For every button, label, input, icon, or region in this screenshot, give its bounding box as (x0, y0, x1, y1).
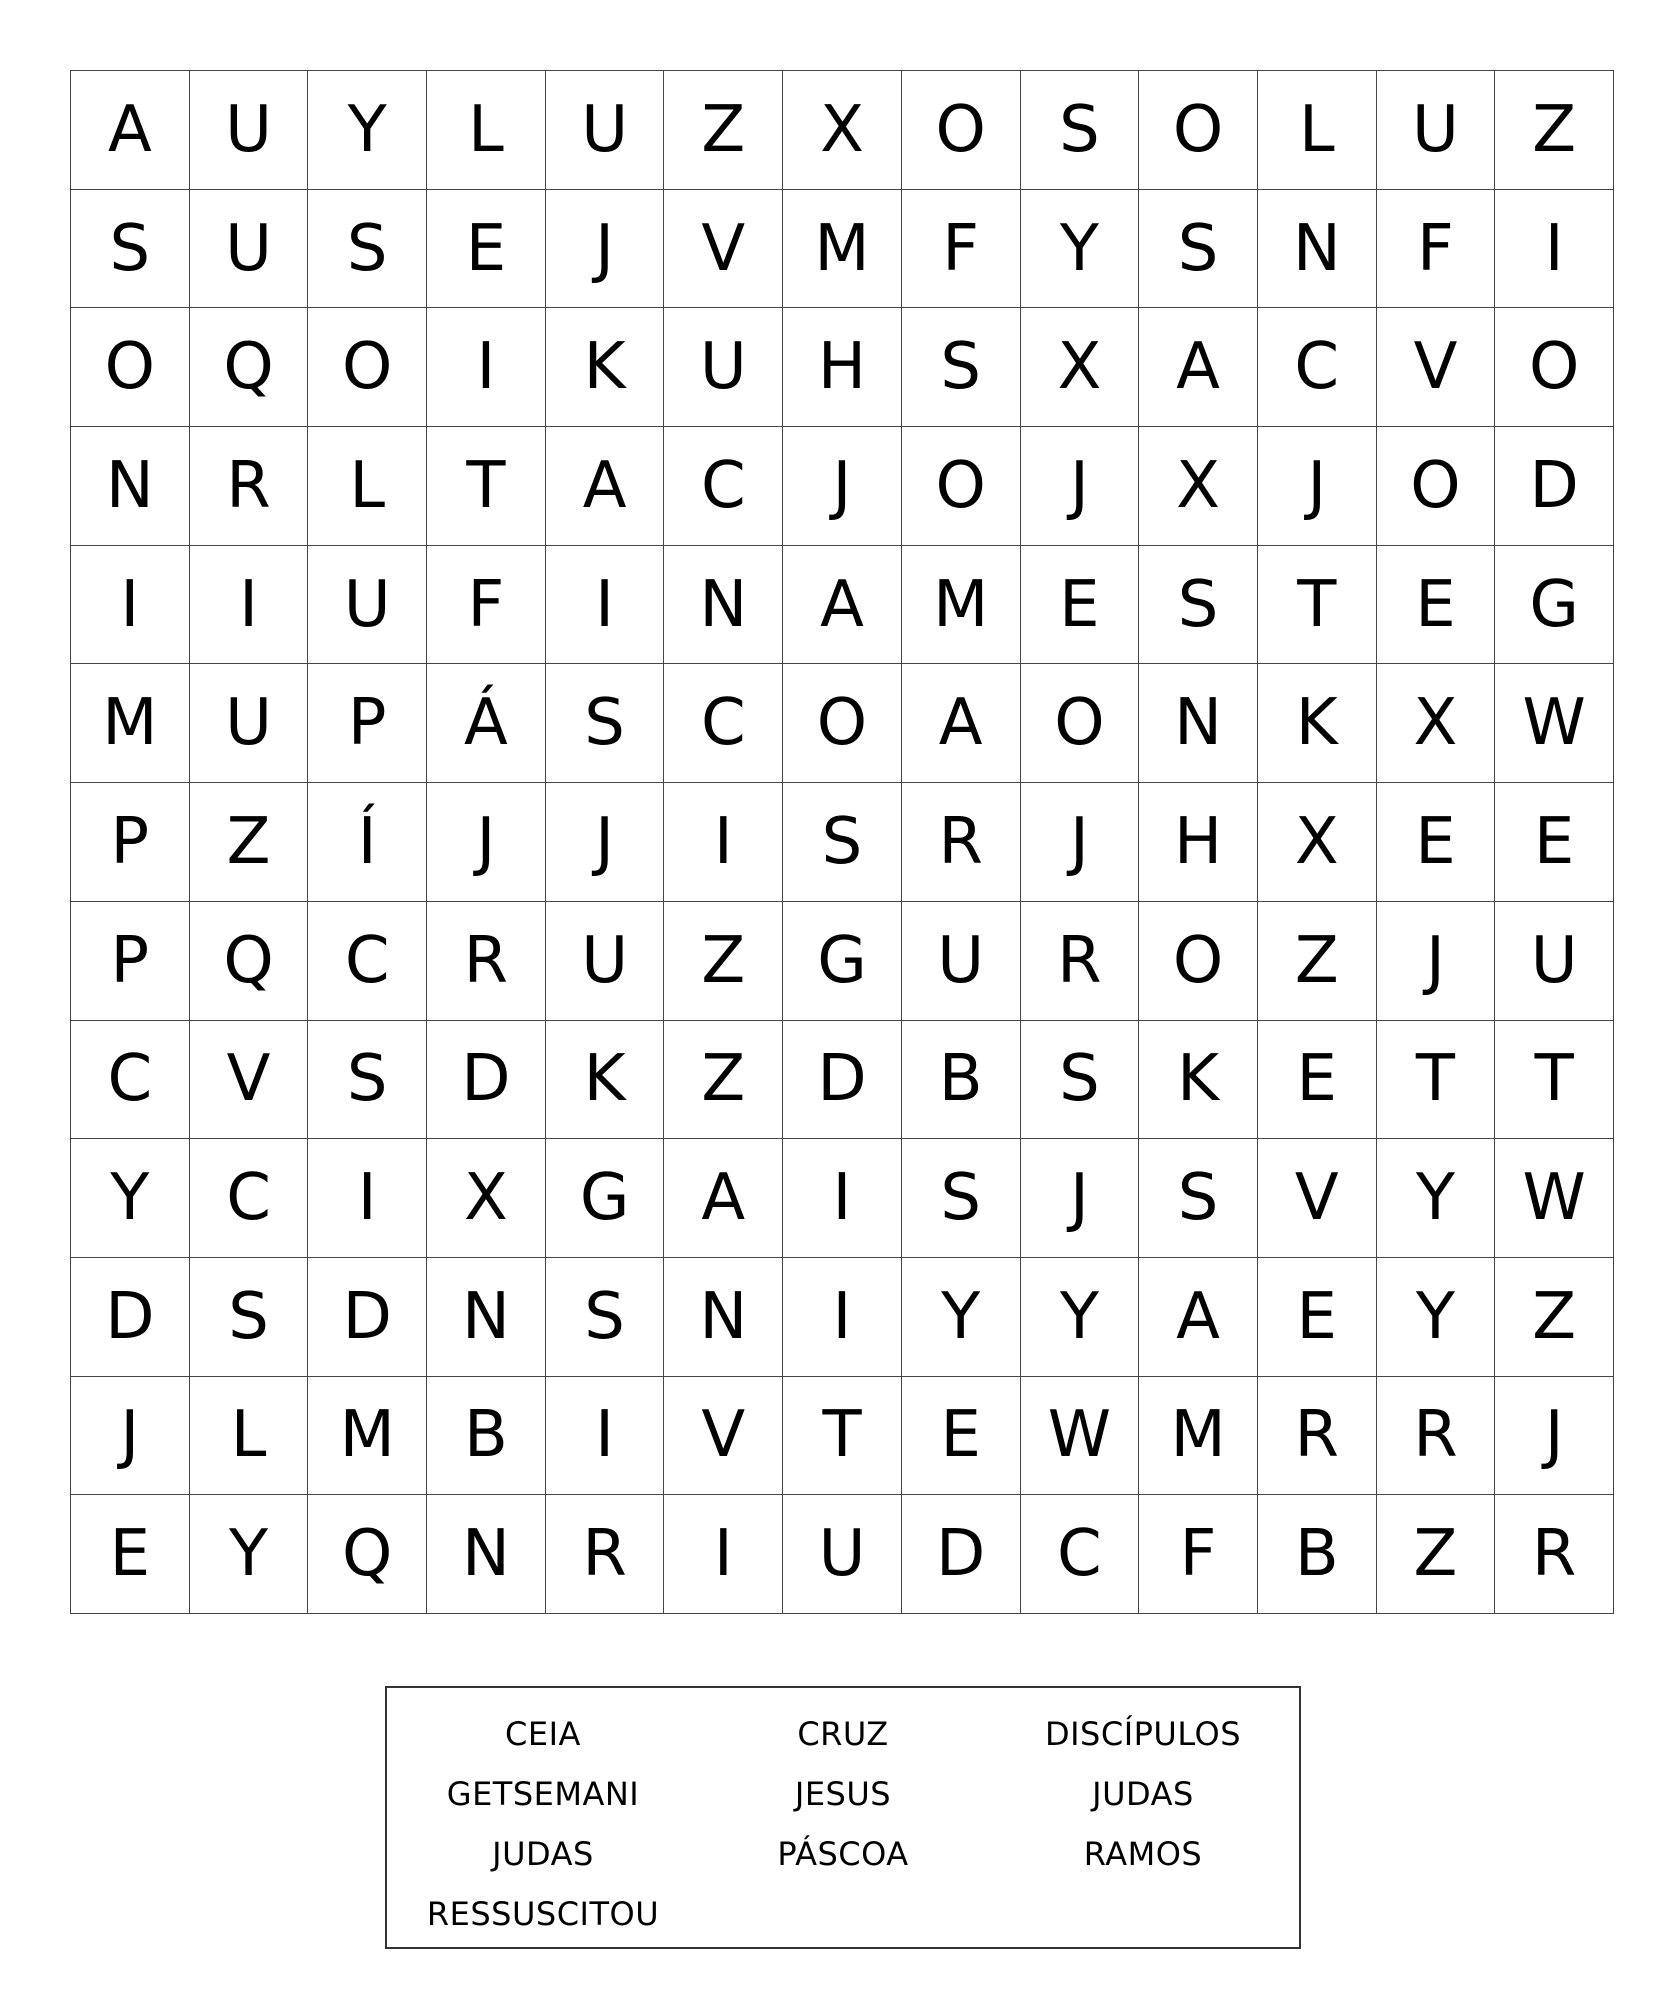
grid-cell[interactable]: E (71, 1495, 190, 1614)
grid-cell[interactable]: G (1495, 546, 1614, 665)
grid-cell[interactable]: S (308, 1021, 427, 1140)
grid-cell[interactable]: L (308, 427, 427, 546)
grid-cell[interactable]: I (783, 1258, 902, 1377)
grid-cell[interactable]: I (783, 1139, 902, 1258)
grid-cell[interactable]: E (902, 1377, 1021, 1496)
grid-cell[interactable]: I (427, 308, 546, 427)
grid-cell[interactable]: E (1377, 546, 1496, 665)
grid-cell[interactable]: U (190, 664, 309, 783)
grid-cell[interactable]: L (190, 1377, 309, 1496)
grid-cell[interactable]: C (71, 1021, 190, 1140)
grid-cell[interactable]: E (1258, 1021, 1377, 1140)
grid-cell[interactable]: M (308, 1377, 427, 1496)
grid-cell[interactable]: W (1021, 1377, 1140, 1496)
grid-cell[interactable]: A (664, 1139, 783, 1258)
grid-cell[interactable]: C (308, 902, 427, 1021)
grid-cell[interactable]: Z (664, 1021, 783, 1140)
grid-cell[interactable]: I (308, 1139, 427, 1258)
grid-cell[interactable]: M (1139, 1377, 1258, 1496)
grid-cell[interactable]: H (783, 308, 902, 427)
grid-cell[interactable]: J (1021, 783, 1140, 902)
grid-cell[interactable]: D (783, 1021, 902, 1140)
grid-cell[interactable]: Y (71, 1139, 190, 1258)
grid-cell[interactable]: R (1377, 1377, 1496, 1496)
grid-cell[interactable]: D (427, 1021, 546, 1140)
grid-cell[interactable]: V (664, 1377, 783, 1496)
grid-cell[interactable]: H (1139, 783, 1258, 902)
word-list-item: JESUS (794, 1775, 892, 1813)
grid-cell[interactable]: D (308, 1258, 427, 1377)
grid-cell[interactable]: U (546, 902, 665, 1021)
grid-cell[interactable]: N (664, 546, 783, 665)
grid-cell[interactable]: M (783, 190, 902, 309)
grid-cell[interactable]: Z (190, 783, 309, 902)
grid-cell[interactable]: S (1139, 546, 1258, 665)
grid-cell[interactable]: E (1495, 783, 1614, 902)
grid-cell[interactable]: J (546, 783, 665, 902)
grid-cell[interactable]: T (1258, 546, 1377, 665)
grid-cell[interactable]: U (1495, 902, 1614, 1021)
grid-cell[interactable]: B (1258, 1495, 1377, 1614)
grid-cell[interactable]: R (1258, 1377, 1377, 1496)
grid-cell[interactable]: O (783, 664, 902, 783)
grid-cell[interactable]: B (902, 1021, 1021, 1140)
grid-cell[interactable]: J (1258, 427, 1377, 546)
word-list-item: RESSUSCITOU (426, 1895, 660, 1933)
grid-cell[interactable]: F (902, 190, 1021, 309)
grid-cell[interactable]: K (1258, 664, 1377, 783)
grid-cell[interactable]: A (1139, 1258, 1258, 1377)
grid-cell[interactable]: Y (1021, 1258, 1140, 1377)
grid-cell[interactable]: E (1258, 1258, 1377, 1377)
grid-cell[interactable]: Q (190, 308, 309, 427)
grid-cell[interactable]: O (1377, 427, 1496, 546)
grid-cell[interactable]: Y (1377, 1139, 1496, 1258)
grid-cell[interactable]: S (1139, 1139, 1258, 1258)
grid-cell[interactable]: A (1139, 308, 1258, 427)
word-list (385, 1686, 1301, 1949)
grid-cell[interactable]: O (71, 308, 190, 427)
grid-cell[interactable]: E (1021, 546, 1140, 665)
grid-cell[interactable]: K (546, 308, 665, 427)
grid-cell[interactable]: M (902, 546, 1021, 665)
grid-cell[interactable]: N (1258, 190, 1377, 309)
grid-cell[interactable]: J (427, 783, 546, 902)
grid-cell[interactable]: C (664, 427, 783, 546)
grid-cell[interactable]: Á (427, 664, 546, 783)
grid-cell[interactable]: Z (664, 902, 783, 1021)
grid-cell[interactable]: R (190, 427, 309, 546)
grid-cell[interactable]: S (308, 190, 427, 309)
grid-cell[interactable]: S (902, 1139, 1021, 1258)
grid-cell[interactable]: S (783, 783, 902, 902)
grid-cell[interactable]: J (1021, 427, 1140, 546)
grid-cell[interactable]: S (546, 1258, 665, 1377)
grid-cell[interactable]: Z (1495, 71, 1614, 190)
grid-cell[interactable]: R (427, 902, 546, 1021)
grid-cell[interactable]: G (783, 902, 902, 1021)
grid-cell[interactable]: X (1021, 308, 1140, 427)
grid-cell[interactable]: J (71, 1377, 190, 1496)
grid-cell[interactable]: X (1377, 664, 1496, 783)
grid-cell[interactable]: X (427, 1139, 546, 1258)
word-list-item: CEIA (505, 1715, 581, 1753)
grid-cell[interactable]: R (1021, 902, 1140, 1021)
grid-cell[interactable]: R (546, 1495, 665, 1614)
grid-cell[interactable]: O (308, 308, 427, 427)
word-list-item: DISCÍPULOS (1044, 1715, 1242, 1753)
grid-cell[interactable]: Y (1021, 190, 1140, 309)
grid-cell[interactable]: F (427, 546, 546, 665)
grid-cell[interactable]: P (71, 902, 190, 1021)
grid-cell[interactable]: V (1377, 308, 1496, 427)
grid-cell[interactable]: Í (308, 783, 427, 902)
grid-cell[interactable]: A (902, 664, 1021, 783)
grid-cell[interactable]: N (427, 1495, 546, 1614)
grid-cell[interactable]: Z (1377, 1495, 1496, 1614)
grid-cell[interactable]: N (71, 427, 190, 546)
grid-cell[interactable]: O (1139, 71, 1258, 190)
grid-cell[interactable]: U (902, 902, 1021, 1021)
grid-cell[interactable]: T (1495, 1021, 1614, 1140)
grid-cell[interactable]: V (664, 190, 783, 309)
grid-cell[interactable]: J (1495, 1377, 1614, 1496)
grid-cell[interactable]: Z (1495, 1258, 1614, 1377)
grid-cell[interactable]: V (1258, 1139, 1377, 1258)
word-list-item: RAMOS (1083, 1835, 1203, 1873)
grid-cell[interactable]: J (546, 190, 665, 309)
grid-cell[interactable]: N (427, 1258, 546, 1377)
grid-cell[interactable]: X (783, 71, 902, 190)
grid-cell[interactable]: N (664, 1258, 783, 1377)
grid-cell[interactable]: I (1495, 190, 1614, 309)
grid-cell[interactable]: L (1258, 71, 1377, 190)
grid-cell[interactable]: Y (190, 1495, 309, 1614)
grid-cell[interactable]: J (1021, 1139, 1140, 1258)
grid-cell[interactable]: I (664, 783, 783, 902)
grid-cell[interactable]: X (1258, 783, 1377, 902)
grid-cell[interactable]: I (664, 1495, 783, 1614)
grid-cell[interactable]: I (546, 1377, 665, 1496)
grid-cell[interactable]: Y (1377, 1258, 1496, 1377)
grid-cell[interactable]: R (902, 783, 1021, 902)
grid-cell[interactable]: I (190, 546, 309, 665)
grid-cell[interactable]: U (1377, 71, 1496, 190)
grid-cell[interactable]: Y (308, 71, 427, 190)
grid-cell[interactable]: A (71, 71, 190, 190)
grid-cell[interactable]: Z (664, 71, 783, 190)
grid-cell[interactable]: I (546, 546, 665, 665)
grid-cell[interactable]: U (190, 71, 309, 190)
grid-cell[interactable]: O (902, 427, 1021, 546)
grid-cell[interactable]: T (427, 427, 546, 546)
grid-cell[interactable]: U (546, 71, 665, 190)
word-list-item: JUDAS (492, 1835, 594, 1873)
grid-cell[interactable]: C (664, 664, 783, 783)
grid-cell[interactable]: P (71, 783, 190, 902)
grid-cell[interactable]: E (427, 190, 546, 309)
grid-cell[interactable]: C (1258, 308, 1377, 427)
letter-grid (70, 70, 1614, 1614)
grid-cell[interactable]: O (1021, 664, 1140, 783)
grid-cell[interactable]: E (1377, 783, 1496, 902)
grid-cell[interactable]: O (902, 71, 1021, 190)
grid-cell[interactable]: S (1021, 1021, 1140, 1140)
grid-cell[interactable]: Z (1258, 902, 1377, 1021)
grid-cell[interactable]: Q (308, 1495, 427, 1614)
grid-cell[interactable]: I (71, 546, 190, 665)
grid-cell[interactable]: U (783, 1495, 902, 1614)
grid-cell[interactable]: U (308, 546, 427, 665)
grid-cell[interactable]: D (71, 1258, 190, 1377)
grid-cell[interactable]: L (427, 71, 546, 190)
grid-cell[interactable]: M (71, 664, 190, 783)
grid-cell[interactable]: W (1495, 664, 1614, 783)
grid-cell[interactable]: S (902, 308, 1021, 427)
word-list-item: GETSEMANI (446, 1775, 640, 1813)
grid-cell[interactable]: C (190, 1139, 309, 1258)
grid-cell[interactable]: T (1377, 1021, 1496, 1140)
grid-cell[interactable]: V (190, 1021, 309, 1140)
grid-cell[interactable]: S (190, 1258, 309, 1377)
grid-cell[interactable]: X (1139, 427, 1258, 546)
grid-cell[interactable]: U (664, 308, 783, 427)
grid-cell[interactable]: F (1139, 1495, 1258, 1614)
grid-cell[interactable]: K (546, 1021, 665, 1140)
grid-cell[interactable]: D (902, 1495, 1021, 1614)
grid-cell[interactable]: R (1495, 1495, 1614, 1614)
grid-cell[interactable]: S (1021, 71, 1140, 190)
grid-cell[interactable]: U (190, 190, 309, 309)
grid-cell[interactable]: S (1139, 190, 1258, 309)
grid-cell[interactable]: S (71, 190, 190, 309)
grid-cell[interactable]: S (546, 664, 665, 783)
grid-cell[interactable]: Q (190, 902, 309, 1021)
grid-cell[interactable]: K (1139, 1021, 1258, 1140)
grid-cell[interactable]: P (308, 664, 427, 783)
grid-cell[interactable]: N (1139, 664, 1258, 783)
grid-cell[interactable]: B (427, 1377, 546, 1496)
grid-cell[interactable]: G (546, 1139, 665, 1258)
word-list-item: CRUZ (797, 1715, 889, 1753)
word-list-item: PÁSCOA (777, 1835, 909, 1873)
grid-cell[interactable]: C (1021, 1495, 1140, 1614)
grid-cell[interactable]: F (1377, 190, 1496, 309)
grid-cell[interactable]: J (1377, 902, 1496, 1021)
grid-cell[interactable]: O (1495, 308, 1614, 427)
grid-cell[interactable]: A (783, 546, 902, 665)
word-list-item: JUDAS (1092, 1775, 1194, 1813)
grid-cell[interactable]: Y (902, 1258, 1021, 1377)
grid-cell[interactable]: O (1139, 902, 1258, 1021)
grid-cell[interactable]: D (1495, 427, 1614, 546)
grid-cell[interactable]: A (546, 427, 665, 546)
grid-cell[interactable]: T (783, 1377, 902, 1496)
grid-cell[interactable]: W (1495, 1139, 1614, 1258)
grid-cell[interactable]: J (783, 427, 902, 546)
